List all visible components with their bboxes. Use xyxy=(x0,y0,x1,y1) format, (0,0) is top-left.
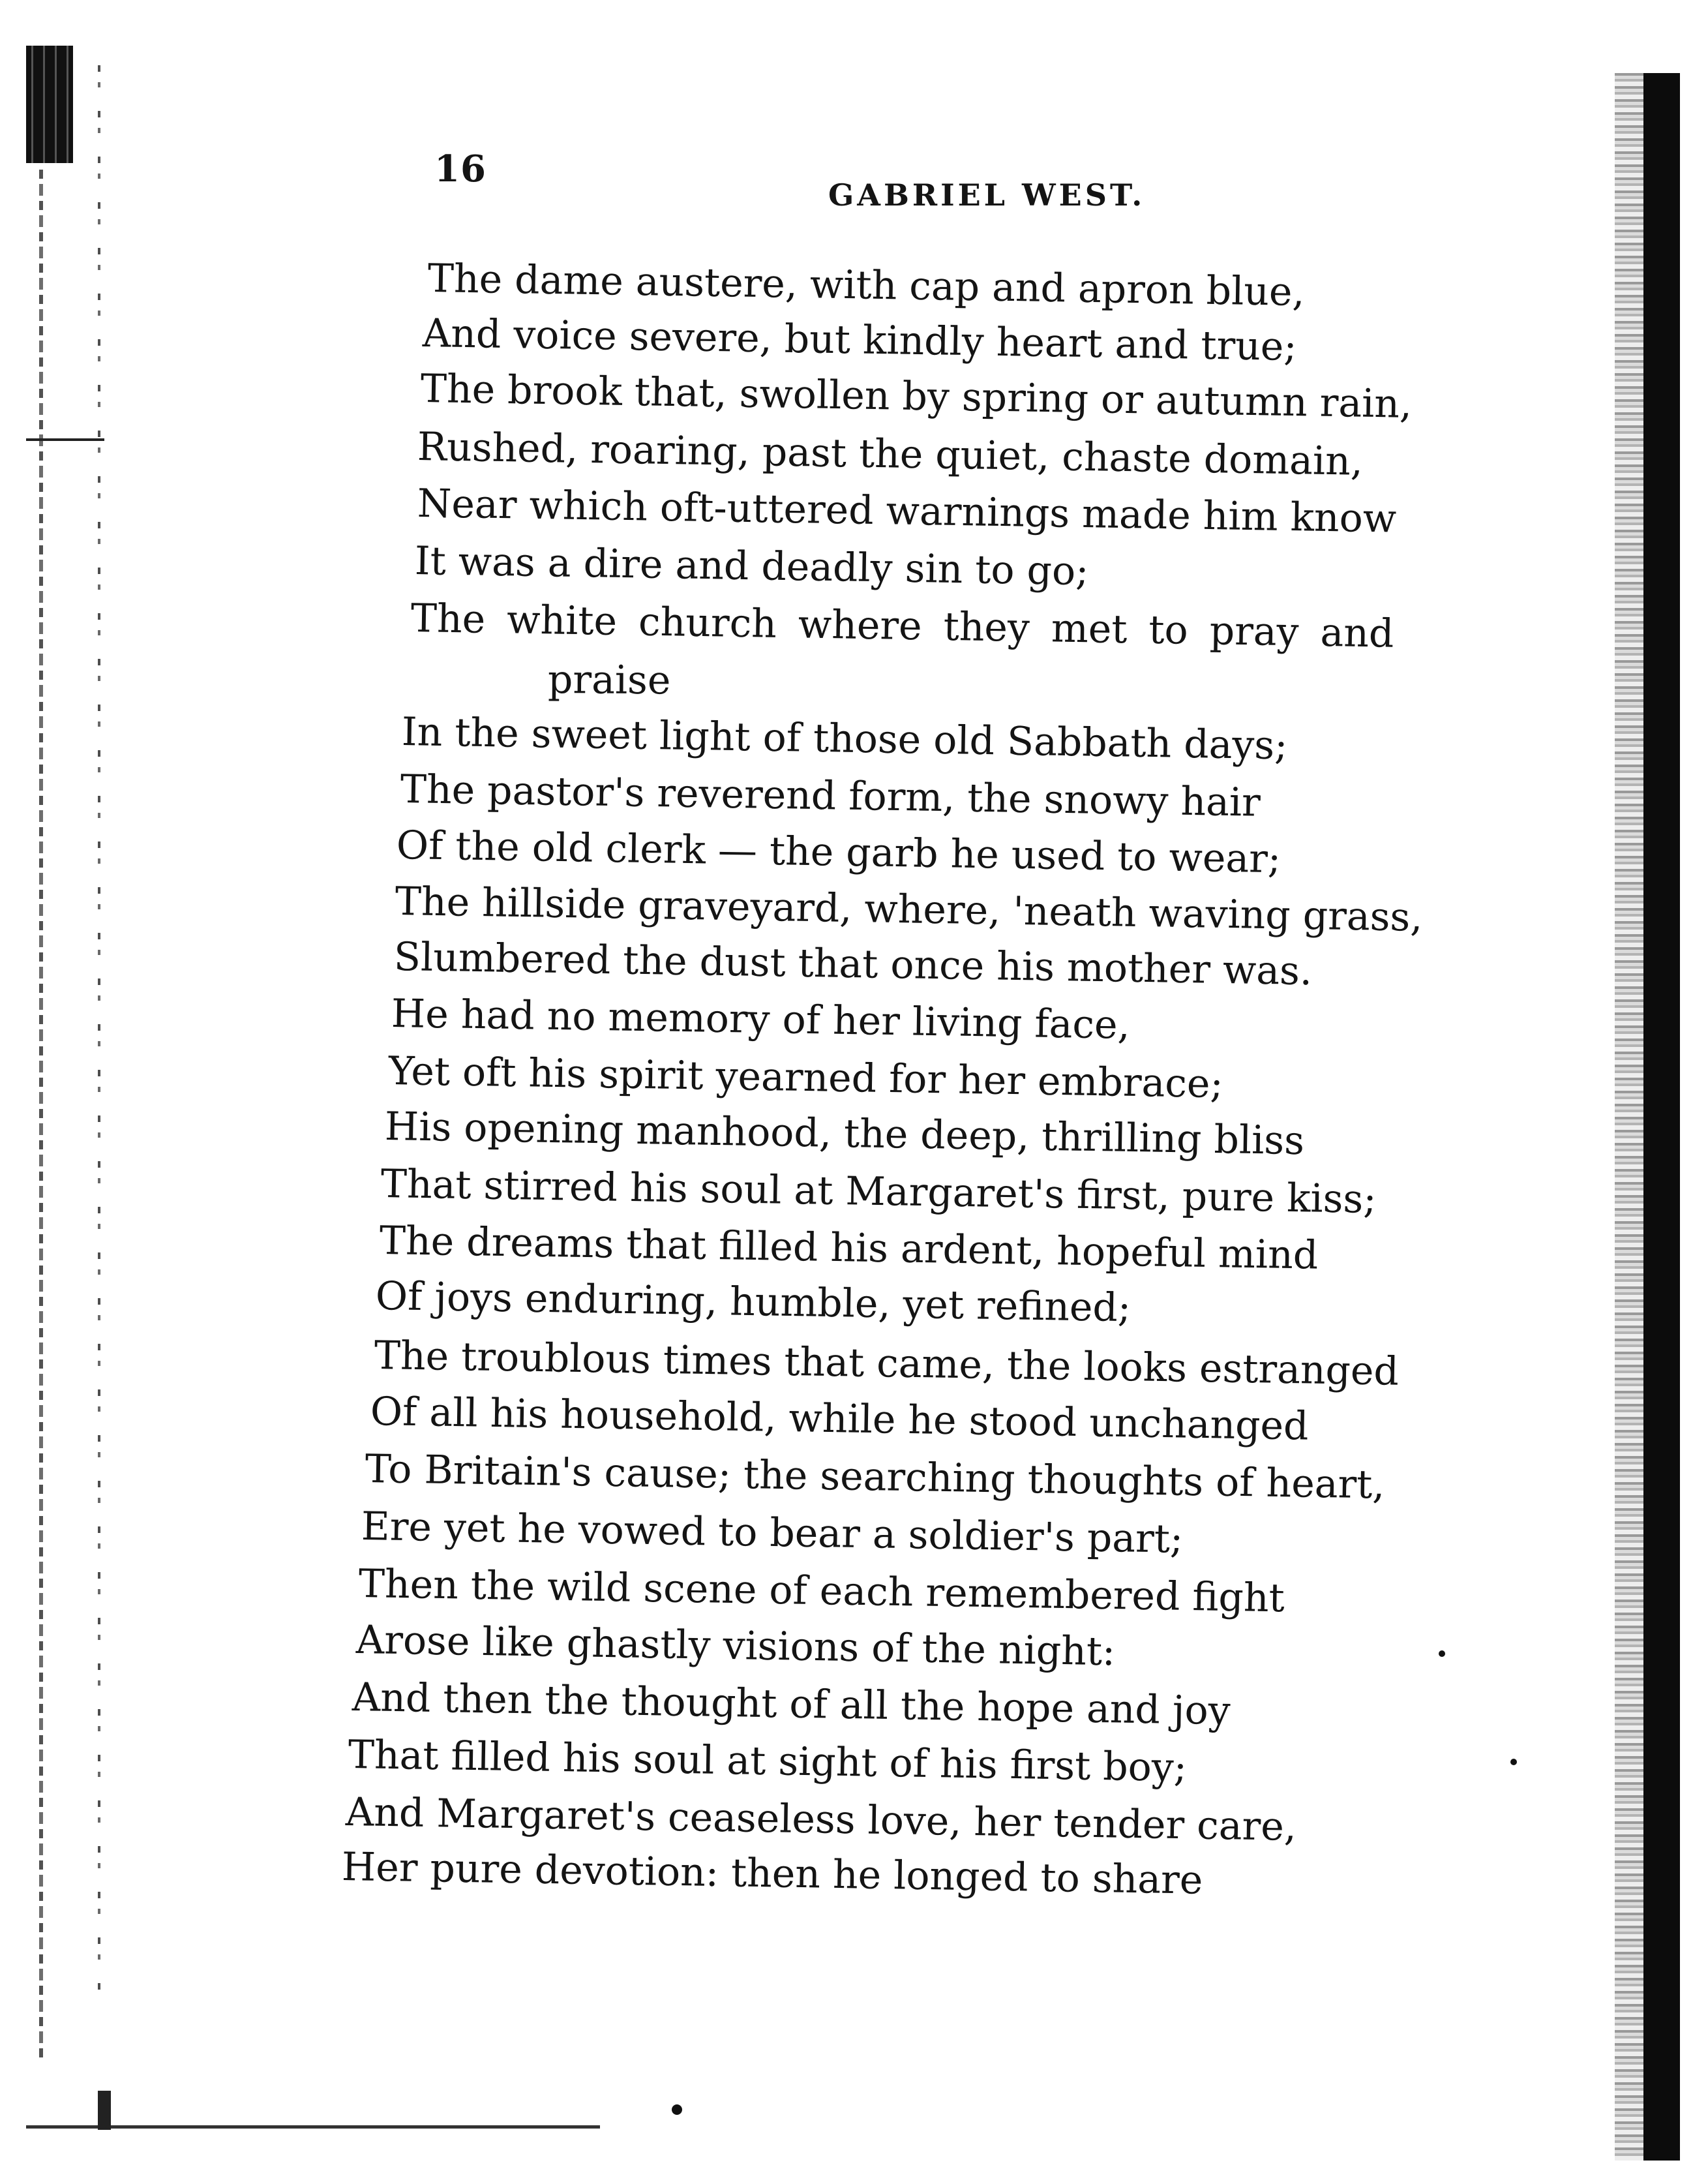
verse-line: The troublous times that came, the looks estranged xyxy=(374,1333,1400,1395)
running-title: GABRIEL WEST. xyxy=(828,177,1146,213)
verse-line: In the sweet light of those old Sabbath days; xyxy=(401,709,1288,769)
verse-line: The dame austere, with cap and apron blue, xyxy=(427,256,1306,316)
verse-line: The hillside graveyard, where, 'neath waving grass, xyxy=(395,879,1423,941)
verse-line: Ere yet he vowed to bear a soldier's part; xyxy=(361,1504,1184,1562)
verse-line: Of all his household, while he stood unchanged xyxy=(370,1389,1310,1449)
verse-line: Her pure devotion: then he longed to share xyxy=(341,1844,1203,1903)
verse-line-continuation: praise xyxy=(547,657,671,704)
verse-line: Yet oft his spirit yearned for her embrace; xyxy=(388,1048,1224,1108)
verse-line: The brook that, swollen by spring or autumn rain, xyxy=(420,366,1413,427)
verse-line: Then the wild scene of each remembered fight xyxy=(358,1561,1285,1622)
verse-line: The dreams that filled his ardent, hopeful mind xyxy=(379,1218,1319,1279)
verse-line: To Britain's cause; the searching thoughts of heart, xyxy=(365,1446,1385,1508)
verse-line: That stirred his soul at Margaret's first, pure kiss; xyxy=(380,1161,1377,1222)
verse-line: Rushed, roaring, past the quiet, chaste domain, xyxy=(417,424,1364,485)
verse-line: Of joys enduring, humble, yet refined; xyxy=(375,1273,1131,1331)
verse-line: Near which oft-uttered warnings made him know xyxy=(417,481,1397,542)
page-number: 16 xyxy=(434,147,487,190)
verse-line: And then the thought of all the hope and joy xyxy=(352,1675,1231,1735)
verse-line: And voice severe, but kindly heart and true; xyxy=(422,311,1298,371)
verse-line: He had no memory of her living face, xyxy=(391,991,1131,1048)
verse-line: The white church where they met to pray and xyxy=(410,596,1394,657)
verse-line: The pastor's reverend form, the snowy hair xyxy=(400,766,1261,826)
verse-line: Of the old clerk — the garb he used to wear; xyxy=(396,823,1281,883)
verse-line: It was a dire and deadly sin to go; xyxy=(414,538,1089,595)
verse-line: That filled his soul at sight of his first boy; xyxy=(348,1732,1188,1791)
verse-line: And Margaret's ceaseless love, her tender care, xyxy=(345,1789,1297,1850)
verse-line: Arose like ghastly visions of the night: xyxy=(355,1617,1116,1675)
verse-line: His opening manhood, the deep, thrilling bliss xyxy=(384,1104,1305,1164)
verse-line: Slumbered the dust that once his mother was. xyxy=(393,934,1313,995)
